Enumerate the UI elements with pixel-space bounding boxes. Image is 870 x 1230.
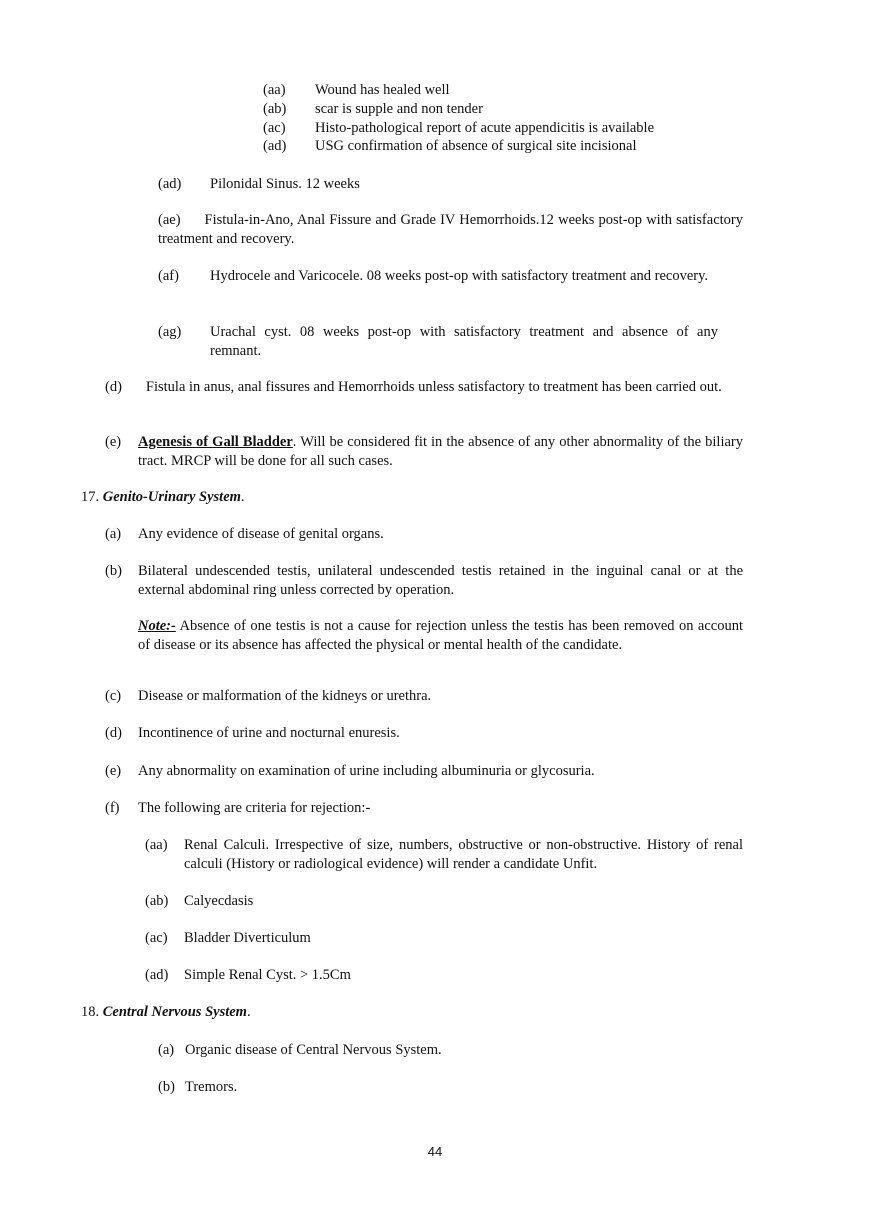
list-item xyxy=(105,433,743,471)
item-label: (c) xyxy=(105,688,122,704)
item-text: Histo-pathological report of acute appendicitis is available xyxy=(315,120,655,136)
item-text: USG confirmation of absence of surgical site incisional xyxy=(315,138,637,154)
item-text: Organic disease of Central Nervous System. xyxy=(185,1042,442,1058)
list-item xyxy=(105,762,595,781)
item-text: scar is supple and non tender xyxy=(315,101,483,117)
item-label: (ac) xyxy=(145,930,168,946)
item-text: Wound has healed well xyxy=(315,82,450,98)
list-item xyxy=(263,100,483,119)
item-label: (d) xyxy=(105,725,122,741)
item-text: Pilonidal Sinus. 12 weeks xyxy=(210,176,360,192)
item-label: (ad) xyxy=(158,176,182,192)
item-text: . Will be considered fit in the absence of any other abnormality of the biliary tract. MRCP will be done for all such cases. xyxy=(138,434,743,469)
list-item xyxy=(105,525,384,544)
item-label: (ad) xyxy=(263,138,287,154)
item-label: (ab) xyxy=(263,101,287,117)
list-item xyxy=(145,929,311,948)
list-item xyxy=(158,267,718,286)
note-text: Absence of one testis is not a cause for rejection unless the testis has been removed on account of disease or its absence has affected the physical or mental health of the candidate. xyxy=(138,618,743,653)
list-item xyxy=(105,724,400,743)
list-item xyxy=(105,799,370,818)
item-text: Bilateral undescended testis, unilateral undescended testis retained in the inguinal canal or at the external abdominal ring unless corrected by operation. xyxy=(138,563,743,598)
section-number: 18. xyxy=(81,1004,100,1020)
item-text: Incontinence of urine and nocturnal enuresis. xyxy=(138,725,400,741)
item-label: (aa) xyxy=(263,82,286,98)
item-text: Any abnormality on examination of urine including albuminuria or glycosuria. xyxy=(138,763,595,779)
list-item xyxy=(105,687,431,706)
section-title: Genito-Urinary System xyxy=(102,489,241,505)
item-text: The following are criteria for rejection:- xyxy=(138,800,371,816)
item-text: Any evidence of disease of genital organs. xyxy=(138,526,384,542)
list-item xyxy=(105,378,743,397)
list-item xyxy=(145,836,743,874)
item-label: (a) xyxy=(158,1042,175,1058)
item-text: Renal Calculi. Irrespective of size, numbers, obstructive or non-obstructive. History of renal calculi (History or radiological evidence) will render a candidate Unfit. xyxy=(184,837,743,872)
list-item xyxy=(263,81,450,100)
item-label: (ad) xyxy=(145,967,169,983)
list-item xyxy=(263,119,654,138)
item-text: Simple Renal Cyst. > 1.5Cm xyxy=(184,967,351,983)
item-text: Fistula-in-Ano, Anal Fissure and Grade IV Hemorrhoids.12 weeks post-op with satisfactory treatment and recovery. xyxy=(158,212,743,247)
section-heading xyxy=(81,488,245,507)
list-item xyxy=(158,1078,237,1097)
page-number: 44 xyxy=(427,1144,443,1159)
section-number: 17. xyxy=(81,489,100,505)
list-item xyxy=(145,892,253,911)
list-item xyxy=(145,966,351,985)
item-label: (ab) xyxy=(145,893,169,909)
item-text: Fistula in anus, anal fissures and Hemorrhoids unless satisfactory to treatment has been carried out. xyxy=(145,379,722,395)
item-label: (a) xyxy=(105,526,122,542)
list-item xyxy=(105,562,743,600)
list-item xyxy=(158,175,360,194)
item-label: (f) xyxy=(105,800,120,816)
list-item xyxy=(263,137,636,156)
item-label: (d) xyxy=(105,379,122,395)
item-label: (ae) xyxy=(158,212,181,228)
section-title: Central Nervous System xyxy=(102,1004,247,1020)
item-label: (b) xyxy=(158,1079,175,1095)
item-text: Urachal cyst. 08 weeks post-op with satisfactory treatment and absence of any remnant. xyxy=(210,324,718,359)
note-paragraph xyxy=(138,617,743,655)
item-text: Tremors. xyxy=(185,1079,238,1095)
item-text: Disease or malformation of the kidneys or urethra. xyxy=(138,688,432,704)
item-title: Agenesis of Gall Bladder xyxy=(138,434,293,450)
list-item xyxy=(158,1041,442,1060)
item-label: (ac) xyxy=(263,120,286,136)
item-text: Calyecdasis xyxy=(184,893,254,909)
item-text: Hydrocele and Varicocele. 08 weeks post-op with satisfactory treatment and recovery. xyxy=(210,268,709,284)
section-heading xyxy=(81,1003,251,1022)
item-label: (ag) xyxy=(158,324,182,340)
item-label: (e) xyxy=(105,434,122,450)
list-item xyxy=(158,323,718,361)
note-label: Note:- xyxy=(138,618,176,634)
item-label: (b) xyxy=(105,563,122,579)
item-label: (af) xyxy=(158,268,179,284)
section-title-end: . xyxy=(246,1004,251,1020)
item-label: (e) xyxy=(105,763,122,779)
list-item xyxy=(158,211,743,249)
item-text: Bladder Diverticulum xyxy=(184,930,311,946)
item-label: (aa) xyxy=(145,837,168,853)
section-title-end: . xyxy=(240,489,245,505)
